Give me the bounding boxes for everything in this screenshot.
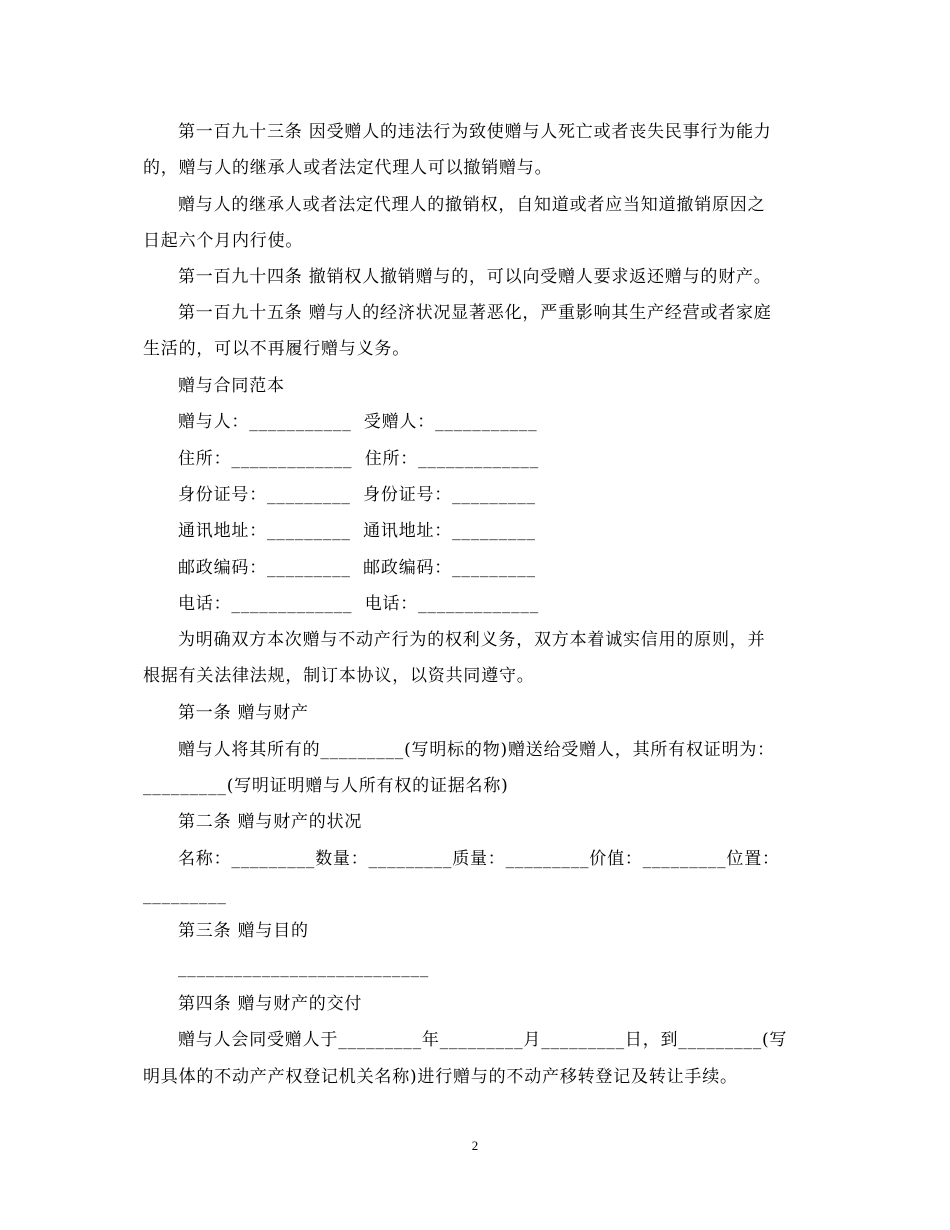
article-4-heading: 第四条 赠与财产的交付 [178,994,363,1014]
article-1-line-2: _________(写明证明赠与人所有权的证据名称) [143,776,509,796]
article-193-line-1: 第一百九十三条 因受赠人的违法行为致使赠与人死亡或者丧失民事行为能力 [178,122,772,142]
phone-field: 电话：_____________ 电话：_____________ [178,594,540,614]
donor-donee-field: 赠与人：___________ 受赠人：___________ [178,412,538,432]
mailing-address-field: 通讯地址：_________ 通讯地址：_________ [178,521,536,541]
article-2-heading: 第二条 赠与财产的状况 [178,812,363,832]
preamble-line-2: 根据有关法律法规，制订本协议，以资共同遵守。 [143,666,535,686]
article-193-line-2: 的，赠与人的继承人或者法定代理人可以撤销赠与。 [143,158,553,178]
id-number-field: 身份证号：_________ 身份证号：_________ [178,485,536,505]
article-195-line-1: 第一百九十五条 赠与人的经济状况显著恶化，严重影响其生产经营或者家庭 [178,303,772,323]
contract-template-heading: 赠与合同范本 [178,376,285,396]
article-1-heading: 第一条 赠与财产 [178,703,309,723]
article-4-line-1: 赠与人会同受赠人于_________年_________月_________日，到_________(写 [178,1030,788,1050]
address-field: 住所：_____________ 住所：_____________ [178,449,540,469]
article-194-line: 第一百九十四条 撤销权人撤销赠与的，可以向受赠人要求返还赠与的财产。 [178,267,772,287]
article-4-line-2: 明具体的不动产产权登记机关名称)进行赠与的不动产移转登记及转让手续。 [143,1067,738,1087]
postal-code-field: 邮政编码：_________ 邮政编码：_________ [178,558,536,578]
article-3-blank: ___________________________ [178,958,430,978]
article-2-line-2: _________ [143,885,227,905]
article-2-line-1: 名称：_________数量：_________质量：_________价值：_________位置： [178,849,780,869]
article-195-line-2: 生活的，可以不再履行赠与义务。 [143,339,410,359]
page-number: 2 [471,1138,479,1153]
preamble-line-1: 为明确双方本次赠与不动产行为的权利义务，双方本着诚实信用的原则，并 [178,630,766,650]
revocation-right-line-1: 赠与人的继承人或者法定代理人的撤销权，自知道或者应当知道撤销原因之 [178,195,766,215]
article-1-line-1: 赠与人将其所有的_________(写明标的物)赠送给受赠人，其所有权证明为： [178,740,775,760]
revocation-right-line-2: 日起六个月内行使。 [143,231,304,251]
article-3-heading: 第三条 赠与目的 [178,921,309,941]
